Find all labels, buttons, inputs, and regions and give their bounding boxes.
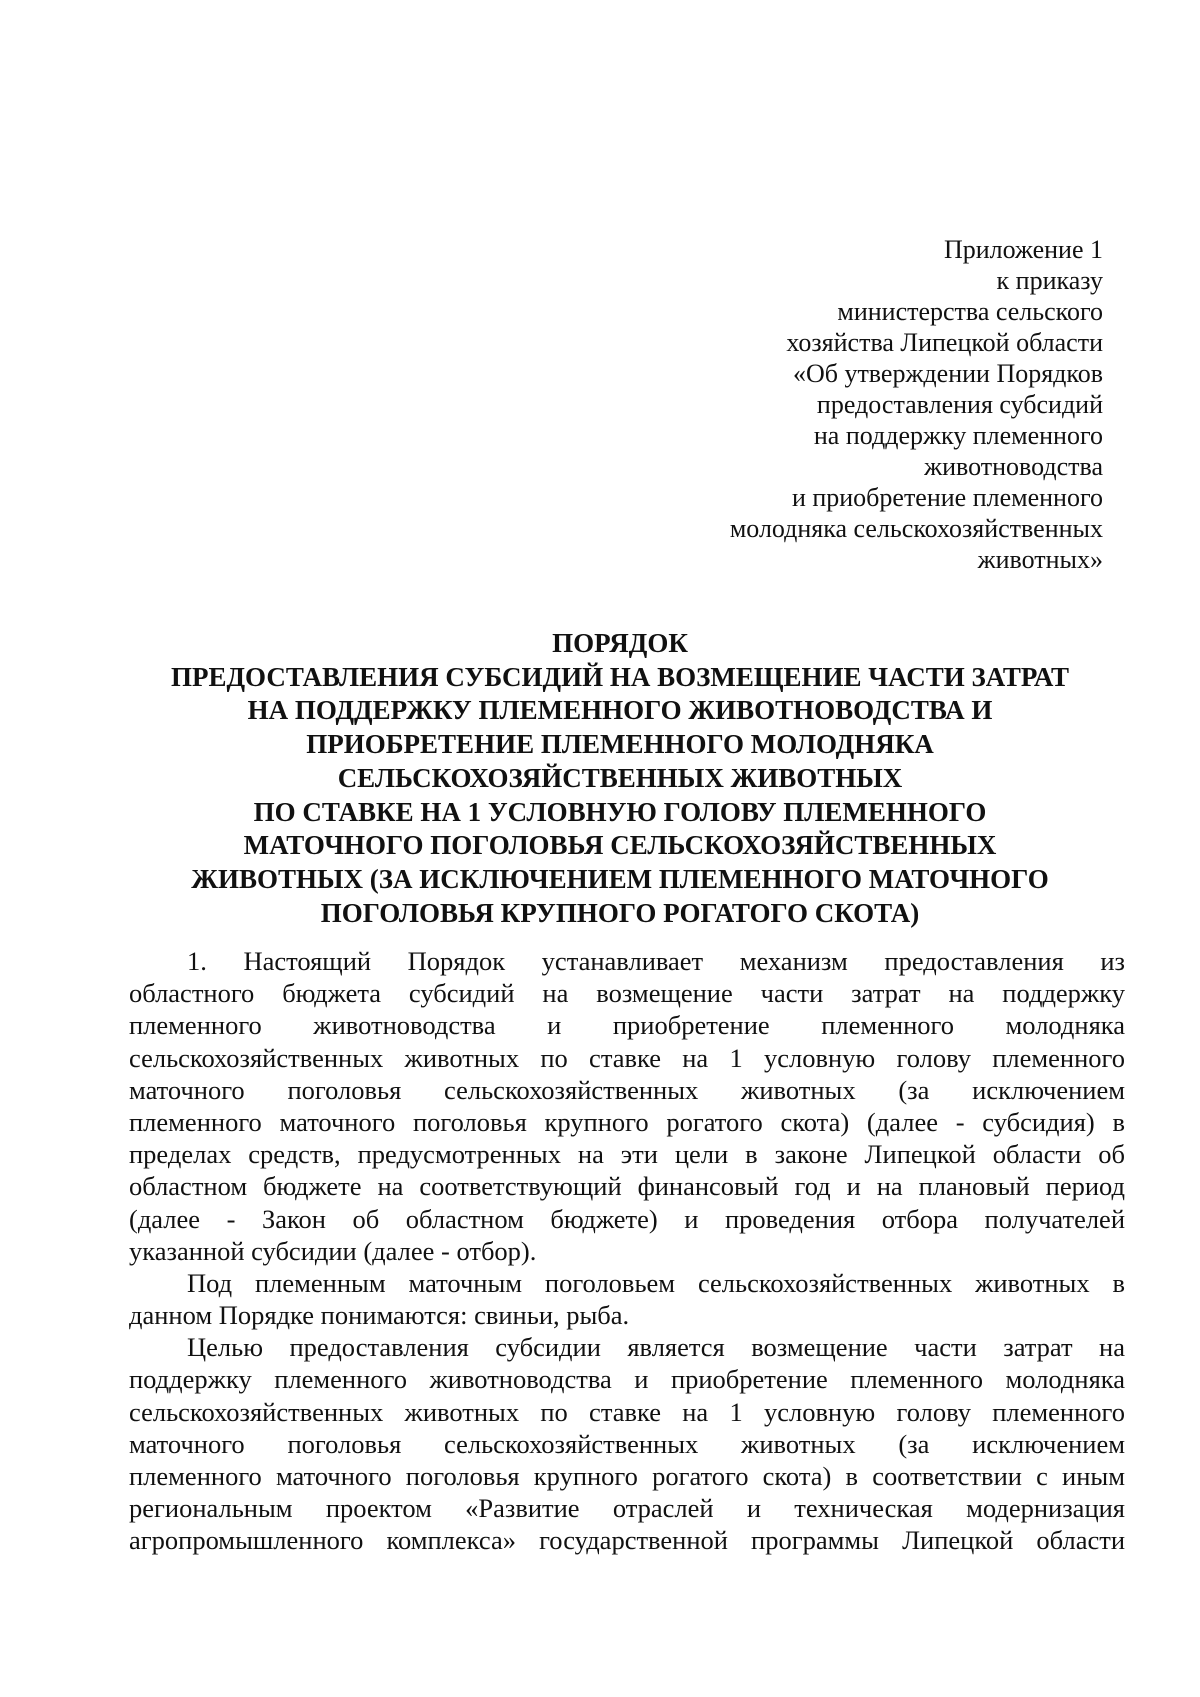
- body-line: Под племенным маточным поголовьем сельскохозяйственных животных в: [187, 1267, 1125, 1298]
- title-line: ПОРЯДОК: [552, 628, 688, 658]
- body-line: пределах средств, предусмотренных на эти цели в законе Липецкой области об: [129, 1139, 1125, 1170]
- appendix-line: хозяйства Липецкой области: [786, 328, 1103, 357]
- title-line: ПОГОЛОВЬЯ КРУПНОГО РОГАТОГО СКОТА): [320, 897, 920, 928]
- body-line: Целью предоставления субсидии является возмещение части затрат на: [187, 1332, 1125, 1363]
- document-title: [130, 627, 1110, 930]
- body-line: племенного маточного поголовья крупного рогатого скота) (далее - субсидия) в: [129, 1106, 1125, 1137]
- appendix-line: животных»: [977, 545, 1103, 574]
- title-line: ЖИВОТНЫХ (ЗА ИСКЛЮЧЕНИЕМ ПЛЕМЕННОГО МАТОЧНОГО: [191, 863, 1049, 894]
- title-line: СЕЛЬСКОХОЗЯЙСТВЕННЫХ ЖИВОТНЫХ: [337, 762, 903, 793]
- appendix-line: на поддержку племенного: [813, 421, 1103, 450]
- title-line: ПРИОБРЕТЕНИЕ ПЛЕМЕННОГО МОЛОДНЯКА: [306, 729, 934, 760]
- body-line: указанной субсидии (далее - отбор).: [129, 1235, 537, 1266]
- title-line: ПРЕДОСТАВЛЕНИЯ СУБСИДИЙ НА ВОЗМЕЩЕНИЕ ЧАСТИ ЗАТРАТ: [170, 661, 1070, 692]
- title-line: НА ПОДДЕРЖКУ ПЛЕМЕННОГО ЖИВОТНОВОДСТВА И: [247, 695, 993, 726]
- appendix-line: молодняка сельскохозяйственных: [729, 514, 1103, 543]
- body-line: маточного поголовья сельскохозяйственных животных (за исключением: [129, 1074, 1125, 1105]
- appendix-line: к приказу: [996, 266, 1103, 295]
- paragraph-1: [129, 945, 1125, 1267]
- body-line: данном Порядке понимаются: свиньи, рыба.: [129, 1300, 630, 1331]
- body-line: региональным проектом «Развитие отраслей и техническая модернизация: [129, 1493, 1125, 1524]
- body-line: сельскохозяйственных животных по ставке на 1 условную голову племенного: [129, 1396, 1125, 1427]
- body-line: 1. Настоящий Порядок устанавливает механизм предоставления из: [187, 946, 1125, 976]
- body-line: поддержку племенного животноводства и приобретение племенного молодняка: [129, 1364, 1125, 1395]
- appendix-line: предоставления субсидий: [816, 390, 1103, 419]
- document-body: [129, 945, 1125, 1557]
- appendix-line: Приложение 1: [943, 235, 1103, 264]
- body-line: областном бюджете на соответствующий финансовый год и на плановый период: [129, 1171, 1125, 1202]
- paragraph-3: [129, 1331, 1125, 1556]
- body-line: агропромышленного комплекса» государственной программы Липецкой области: [129, 1525, 1125, 1556]
- body-line: областного бюджета субсидий на возмещение части затрат на поддержку: [129, 978, 1125, 1009]
- body-line: (далее - Закон об областном бюджете) и проведения отбора получателей: [129, 1203, 1125, 1234]
- body-line: маточного поголовья сельскохозяйственных животных (за исключением: [129, 1428, 1125, 1459]
- title-line: ПО СТАВКЕ НА 1 УСЛОВНУЮ ГОЛОВУ ПЛЕМЕННОГО: [253, 796, 987, 827]
- body-line: племенного животноводства и приобретение племенного молодняка: [129, 1010, 1125, 1041]
- appendix-line: «Об утверждении Порядков: [792, 359, 1103, 388]
- body-line: сельскохозяйственных животных по ставке на 1 условную голову племенного: [129, 1042, 1125, 1073]
- body-line: племенного маточного поголовья крупного рогатого скота) в соответствии с иным: [129, 1461, 1125, 1491]
- appendix-line: и приобретение племенного: [791, 483, 1103, 512]
- title-line: МАТОЧНОГО ПОГОЛОВЬЯ СЕЛЬСКОХОЗЯЙСТВЕННЫХ: [243, 830, 997, 861]
- appendix-line: министерства сельского: [837, 297, 1103, 326]
- paragraph-2: [129, 1267, 1125, 1331]
- appendix-line: животноводства: [924, 452, 1103, 481]
- appendix-header: [730, 234, 1103, 575]
